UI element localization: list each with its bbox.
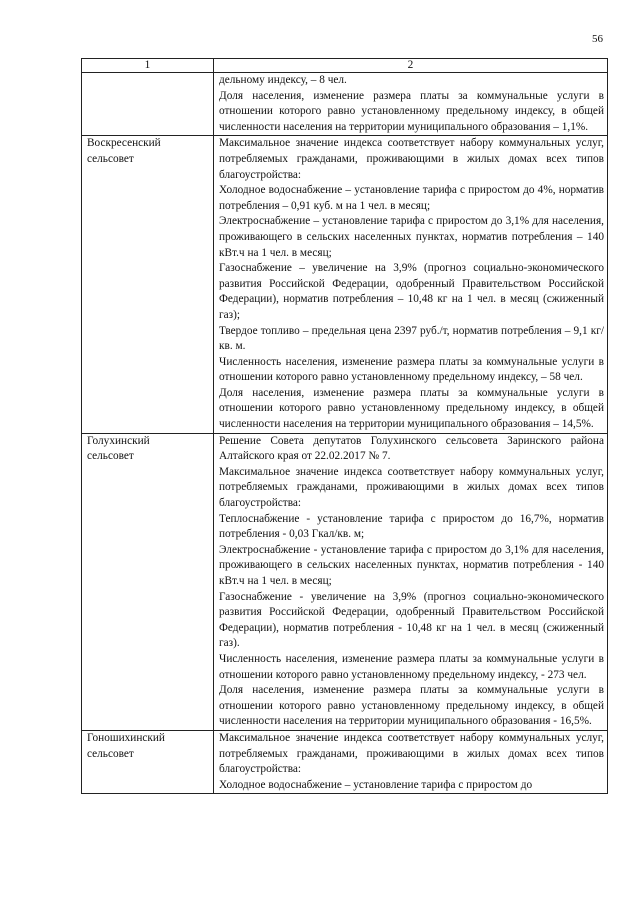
table-row xyxy=(82,730,608,793)
row-content xyxy=(214,433,608,730)
tariff-table xyxy=(81,58,608,794)
paragraph: Холодное водоснабжение – установление тарифа с приростом до 4%, норматив потребления – 0,91 куб. м на 1 чел. в месяц; xyxy=(219,184,604,212)
table-row xyxy=(82,136,608,433)
row-content xyxy=(214,73,608,136)
paragraph: Газоснабжение – увеличение на 3,9% (прогноз социально-экономического развития Российской Федерации, одобренный Правительством Российской Федерации), норматив потребления – 10,48 кг на 1 чел. в месяц (сжиженный газ); xyxy=(219,262,604,321)
row-content xyxy=(214,730,608,793)
paragraph: Численность населения, изменение размера платы за коммунальные услуги в отношении которого равно установленному предельному индексу, - 273 чел. xyxy=(219,652,604,681)
table-header-row xyxy=(82,59,608,73)
paragraph: Максимальное значение индекса соответствует набору коммунальных услуг, потребляемых гражданами, проживающими в жилых домах всех типов благоустройства: xyxy=(219,465,604,510)
municipality-name: Гоношихинский сельсовет xyxy=(82,730,214,793)
municipality-name: Голухинский сельсовет xyxy=(82,433,214,730)
column-header-1: 1 xyxy=(82,59,214,73)
paragraph: Доля населения, изменение размера платы за коммунальные услуги в отношении которого равно установленному предельному индексу, в общей численности населения на территории муниципального образования – 1,1%. xyxy=(219,89,604,133)
paragraph: Теплоснабжение - установление тарифа с приростом до 16,7%, норматив потребления - 0,03 Гкал/кв. м; xyxy=(219,512,604,541)
paragraph: Решение Совета депутатов Голухинского сельсовета Заринского района Алтайского края от 22.02.2017 № 7. xyxy=(219,434,604,463)
paragraph: Доля населения, изменение размера платы за коммунальные услуги в отношении которого равно установленному предельному индексу, в общей численности населения на территории муниципального образования - 16,5%. xyxy=(219,684,604,728)
table-row xyxy=(82,73,608,136)
column-header-2: 2 xyxy=(214,59,608,73)
municipality-name: Воскресенский сельсовет xyxy=(82,136,214,433)
paragraph: Газоснабжение - увеличение на 3,9% (прогноз социально-экономического развития Российской Федерации, одобренный Правительством Российской Федерации), норматив потребления - 10,48 кг на 1 чел. в месяц (сжиженный газ). xyxy=(219,590,604,650)
table-row xyxy=(82,433,608,730)
paragraph: Численность населения, изменение размера платы за коммунальные услуги в отношении которого равно установленному предельному индексу, – 58 чел. xyxy=(219,355,604,384)
paragraph: Электроснабжение - установление тарифа с приростом до 3,1% для населения, проживающего в сельских населенных пунктах, норматив потребления - 140 кВт.ч на 1 чел. в месяц; xyxy=(219,543,604,587)
paragraph: Доля населения, изменение размера платы за коммунальные услуги в отношении которого равно установленному предельному индексу, в общей численности населения на территории муниципального образования – 14,5%. xyxy=(219,386,604,431)
paragraph: Электроснабжение – установление тарифа с приростом до 3,1% для населения, проживающего в сельских населенных пунктах, норматив потребления – 140 кВт.ч на 1 чел. в месяц; xyxy=(219,215,604,259)
paragraph: Максимальное значение индекса соответствует набору коммунальных услуг, потребляемых гражданами, проживающими в жилых домах всех типов благоустройства: xyxy=(219,731,604,776)
paragraph: Холодное водоснабжение – установление тарифа с приростом до xyxy=(219,778,533,791)
paragraph: дельному индексу, – 8 чел. xyxy=(219,74,347,86)
municipality-name xyxy=(82,73,214,136)
paragraph: Твердое топливо – предельная цена 2397 руб./т, норматив потребления – 9,1 кг/кв. м. xyxy=(219,324,604,353)
page-number: 56 xyxy=(592,33,603,45)
row-content xyxy=(214,136,608,433)
paragraph: Максимальное значение индекса соответствует набору коммунальных услуг, потребляемых гражданами, проживающими в жилых домах всех типов благоустройства: xyxy=(219,137,604,181)
